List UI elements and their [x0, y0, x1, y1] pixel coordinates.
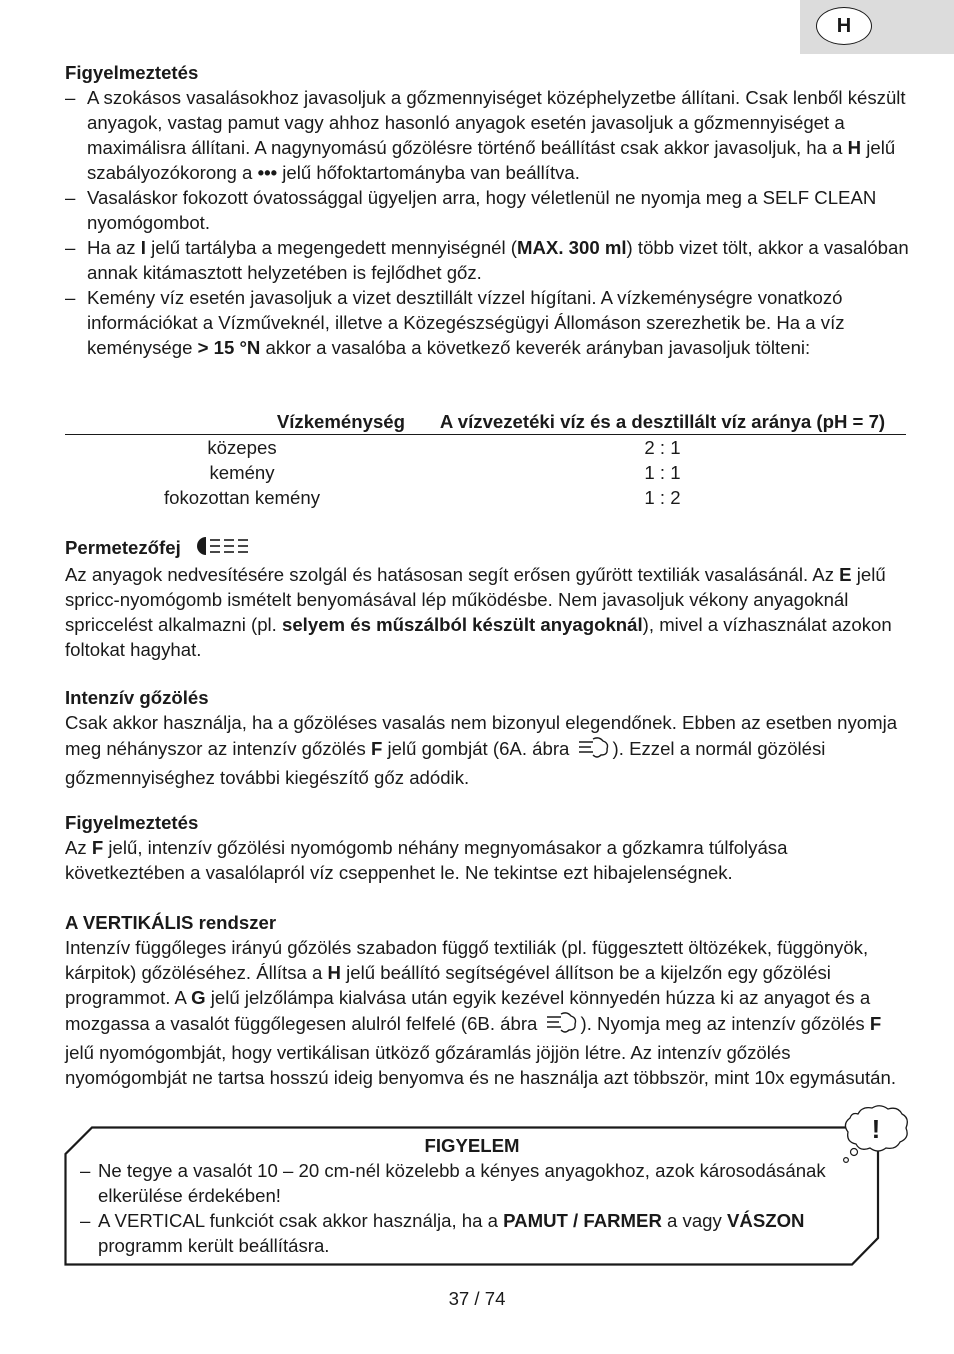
- table-cell-ratio: 1 : 1: [644, 462, 681, 483]
- exclamation-mark: !: [871, 1114, 881, 1144]
- steam-burst-icon: [577, 735, 611, 765]
- table-cell-hardness: kemény: [209, 462, 275, 483]
- exclamation-bubble-icon: [838, 1104, 912, 1174]
- list-item: – Vasaláskor fokozott óvatossággal ügyeljen arra, hogy véletlenül ne nyomja meg a SELF CLEAN nyomógombot.: [65, 185, 910, 235]
- vertical-text: Intenzív függőleges irányú gőzölés szabadon függő textiliák (pl. függesztett öltözékek, függönyök, kárpitok) gőzöléséhez. Állítsa a H jelű beállító segítségével állítson be a kijelzőn egy gőzölési programmot. A G jelű jelzőlámpa kialvása után egyik kezével könnyedén húzza ki az anyagot és a mozgassa a vasalót függőlegesen alulról felfelé (6B. ábra ). Nyomja meg az intenzív gőzölés F jelű nyomógombját, hogy vertikálisan ütköző gőzáramlás jöjjön létre. Az intenzív gőzölés nyomógombját ne tartsa hosszú ideig benyomva és ne használja azt többször, mint 10x egymásután.: [65, 937, 896, 1088]
- table-row: [65, 485, 906, 510]
- warning-heading-1: Figyelmeztetés: [65, 62, 199, 83]
- caution-list: [80, 1158, 860, 1258]
- table-cell-ratio: 2 : 1: [644, 437, 681, 458]
- warning-heading-2: Figyelmeztetés: [65, 812, 199, 833]
- table-cell-ratio: 1 : 2: [644, 487, 681, 508]
- language-label: H: [816, 7, 872, 45]
- table-cell-hardness: közepes: [207, 437, 277, 458]
- table-header-ratio: A vízvezetéki víz és a desztillált víz aránya (pH = 7): [419, 409, 906, 435]
- caution-title: FIGYELEM: [424, 1135, 520, 1156]
- spray-heading: Permetezőfej: [65, 535, 910, 562]
- spray-icon: [196, 536, 250, 562]
- vertical-section: [65, 910, 910, 1090]
- water-hardness-table: [65, 409, 906, 510]
- spray-section: [65, 535, 910, 662]
- burst-text: Csak akkor használja, ha a gőzöléses vasalás nem bizonyul elegendőnek. Ebben az esetben nyomja meg néhányszor az intenzív gőzölés F jelű gombját (6A. ábra ). Ezzel a normál gözölési gőzmennyiséghez további kiegészítő gőz adódik.: [65, 712, 898, 788]
- warning-section-1: [65, 60, 910, 360]
- burst-heading: Intenzív gőzölés: [65, 687, 209, 708]
- language-tab: [800, 0, 954, 54]
- list-item: – A VERTICAL funkciót csak akkor használja, ha a PAMUT / FARMER a vagy VÁSZON programm került beállításra.: [80, 1208, 860, 1258]
- list-item: – Ne tegye a vasalót 10 – 20 cm-nél közelebb a kényes anyagokhoz, azok károsodásának elkerülése érdekében!: [80, 1158, 860, 1208]
- spray-text: Az anyagok nedvesítésére szolgál és hatásosan segít erősen gyűrött textiliák vasalásánál. Az E jelű spricc-nyomógomb ismételt benyomásával lép működésbe. Nem javasoljuk vékony anyagoknál spriccelést alkalmazni (pl. selyem és műszálból készült anyagoknál), mivel a vízhasználat azokon foltokat hagyhat.: [65, 564, 892, 661]
- list-item: – A szokásos vasalásokhoz javasoljuk a gőzmennyiséget középhelyzetbe állítani. Csak lenből készült anyagok, vastag pamut vagy ahhoz hasonló anyagok esetén javasoljuk a gőzmennyiséget a maximálisra állítani. A nagynyomású gőzölésre történő beállítást csak akkor javasoljuk, ha a H jelű szabályozókorong a ••• jelű hőfoktartományba van beállítva.: [65, 85, 910, 185]
- table-header-row: [65, 409, 906, 435]
- warning-list-1: [65, 85, 910, 360]
- table-row: [65, 435, 906, 461]
- list-item: – Ha az I jelű tartályba a megengedett mennyiségnél (MAX. 300 ml) több vizet tölt, akkor a vasalóban annak kitámasztott helyzetében is fejlődhet gőz.: [65, 235, 910, 285]
- list-item: – Kemény víz esetén javasoljuk a vizet desztillált vízzel hígítani. A vízkeménységre vonatkozó információkat a Vízműveknél, illetve a Közegészségügyi Állomáson szerezhetik be. Ha a víz keménysége > 15 °N akkor a vasalóba a következő keverék arányban javasoljuk tölteni:: [65, 285, 910, 360]
- steam-burst-icon: [545, 1010, 579, 1040]
- vertical-heading: A VERTIKÁLIS rendszer: [65, 912, 277, 933]
- burst-steam-section: [65, 685, 910, 790]
- table-row: [65, 460, 906, 485]
- warning-text-2: Az F jelű, intenzív gőzölési nyomógomb néhány megnyomásakor a gőzkamra túlfolyása következtében a vasalólapról víz cseppenhet le. Ne tekintse ezt hibajelenségnek.: [65, 837, 788, 883]
- warning-section-2: [65, 810, 910, 885]
- table-header-hardness: Vízkeménység: [65, 409, 419, 435]
- page-number: 37 / 74: [448, 1288, 506, 1309]
- caution-box: [64, 1126, 880, 1266]
- table-cell-hardness: fokozottan kemény: [163, 487, 321, 508]
